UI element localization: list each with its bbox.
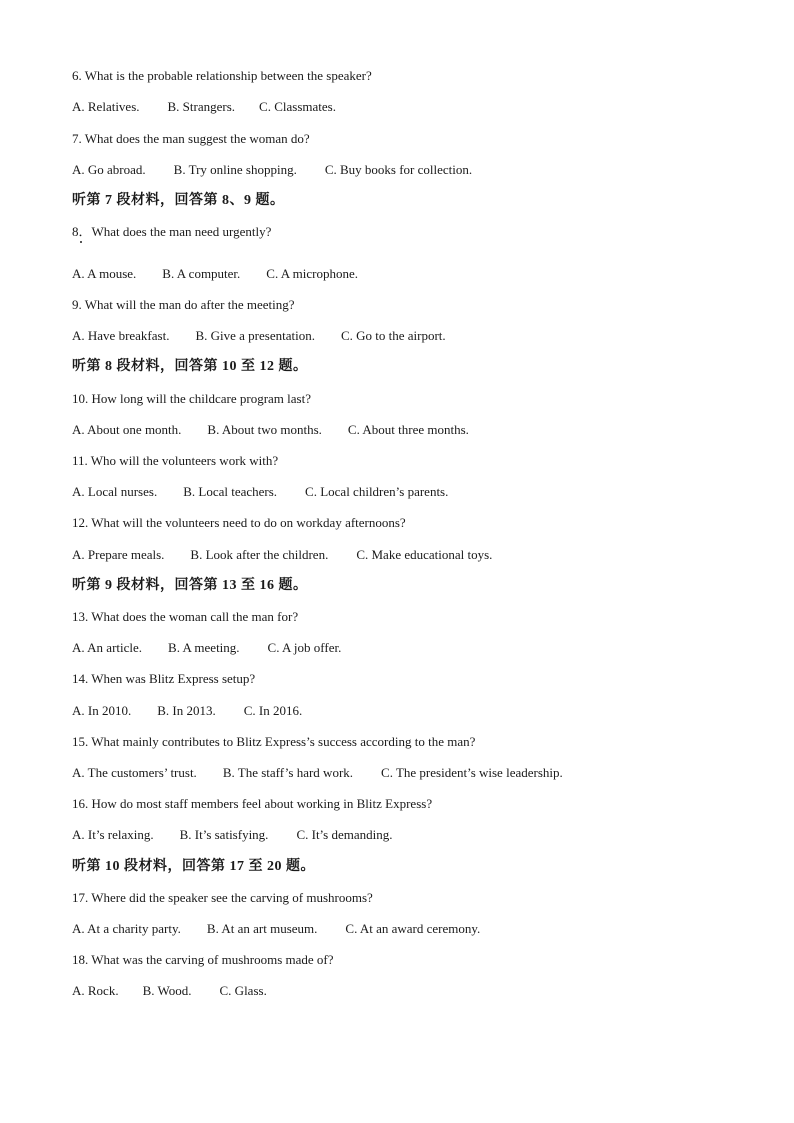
options-13: [72, 640, 341, 656]
option-b: B. A meeting.: [168, 640, 240, 655]
option-b: B. Strangers.: [167, 99, 236, 114]
option-a: A. A mouse.: [72, 266, 137, 281]
option-c: C. Go to the airport.: [340, 328, 446, 343]
question-17: 17. Where did the speaker see the carving of mushrooms?: [72, 890, 373, 905]
question-6: 6. What is the probable relationship between the speaker?: [72, 68, 372, 83]
option-c: C. It’s demanding.: [296, 827, 393, 842]
option-b: B. Wood.: [142, 983, 192, 998]
section-heading-8: 听第 8 段材料，回答第 10 至 12 题。: [72, 359, 308, 374]
options-16: [72, 827, 392, 843]
options-12: [72, 547, 492, 563]
options-8: [72, 266, 358, 282]
question-15: 15. What mainly contributes to Blitz Express’s success according to the man?: [72, 734, 476, 749]
option-a: A. The customers’ trust.: [72, 765, 197, 780]
question-10: 10. How long will the childcare program last?: [72, 391, 311, 406]
option-b: B. Give a presentation.: [195, 328, 315, 343]
options-18: [72, 983, 267, 999]
options-10: [72, 422, 469, 438]
option-a: A. At a charity party.: [72, 921, 181, 936]
option-c: C. At an award ceremony.: [345, 921, 481, 936]
question-14: 14. When was Blitz Express setup?: [72, 671, 256, 686]
option-c: C. In 2016.: [243, 703, 303, 718]
option-c: C. A job offer.: [267, 640, 342, 655]
option-a: A. Relatives.: [72, 99, 140, 114]
option-a: A. Local nurses.: [72, 484, 158, 499]
option-b: B. It’s satisfying.: [179, 827, 269, 842]
option-a: A. It’s relaxing.: [72, 827, 154, 842]
option-c: C. Make educational toys.: [356, 547, 493, 562]
option-b: B. About two months.: [207, 422, 322, 437]
option-b: B. Try online shopping.: [173, 162, 297, 177]
section-heading-7: 听第 7 段材料，回答第 8、9 题。: [72, 193, 285, 208]
option-a: A. In 2010.: [72, 703, 132, 718]
section-heading-10: 听第 10 段材料，回答第 17 至 20 题。: [72, 859, 315, 874]
option-c: C. Glass.: [219, 983, 267, 998]
option-a: A. Have breakfast.: [72, 328, 170, 343]
option-b: B. The staff’s hard work.: [222, 765, 354, 780]
question-11: 11. Who will the volunteers work with?: [72, 453, 279, 468]
option-c: C. Classmates.: [259, 99, 336, 114]
options-6: [72, 99, 336, 115]
question-13: 13. What does the woman call the man for?: [72, 609, 299, 624]
stray-dot: [80, 241, 82, 243]
section-heading-9: 听第 9 段材料，回答第 13 至 16 题。: [72, 578, 308, 593]
options-14: [72, 703, 302, 719]
question-16: 16. How do most staff members feel about working in Blitz Express?: [72, 796, 433, 811]
option-c: C. Local children’s parents.: [305, 484, 449, 499]
option-b: B. In 2013.: [157, 703, 216, 718]
options-11: [72, 484, 448, 500]
option-a: A. Go abroad.: [72, 162, 146, 177]
option-b: B. Look after the children.: [190, 547, 329, 562]
option-c: C. Buy books for collection.: [324, 162, 473, 177]
option-c: C. The president’s wise leadership.: [381, 765, 563, 780]
question-8: 8．What does the man need urgently?: [72, 224, 272, 239]
option-a: A. Prepare meals.: [72, 547, 165, 562]
option-b: B. A computer.: [162, 266, 241, 281]
options-9: [72, 328, 446, 344]
question-12: 12. What will the volunteers need to do on workday afternoons?: [72, 515, 406, 530]
question-9: 9. What will the man do after the meeting?: [72, 297, 295, 312]
options-7: [72, 162, 472, 178]
question-18: 18. What was the carving of mushrooms made of?: [72, 952, 334, 967]
question-7: 7. What does the man suggest the woman do?: [72, 131, 310, 146]
option-b: B. At an art museum.: [206, 921, 318, 936]
options-17: [72, 921, 480, 937]
option-c: C. A microphone.: [266, 266, 359, 281]
option-a: A. About one month.: [72, 422, 182, 437]
option-a: A. An article.: [72, 640, 143, 655]
option-a: A. Rock.: [72, 983, 119, 998]
option-b: B. Local teachers.: [183, 484, 278, 499]
options-15: [72, 765, 563, 781]
option-c: C. About three months.: [347, 422, 469, 437]
